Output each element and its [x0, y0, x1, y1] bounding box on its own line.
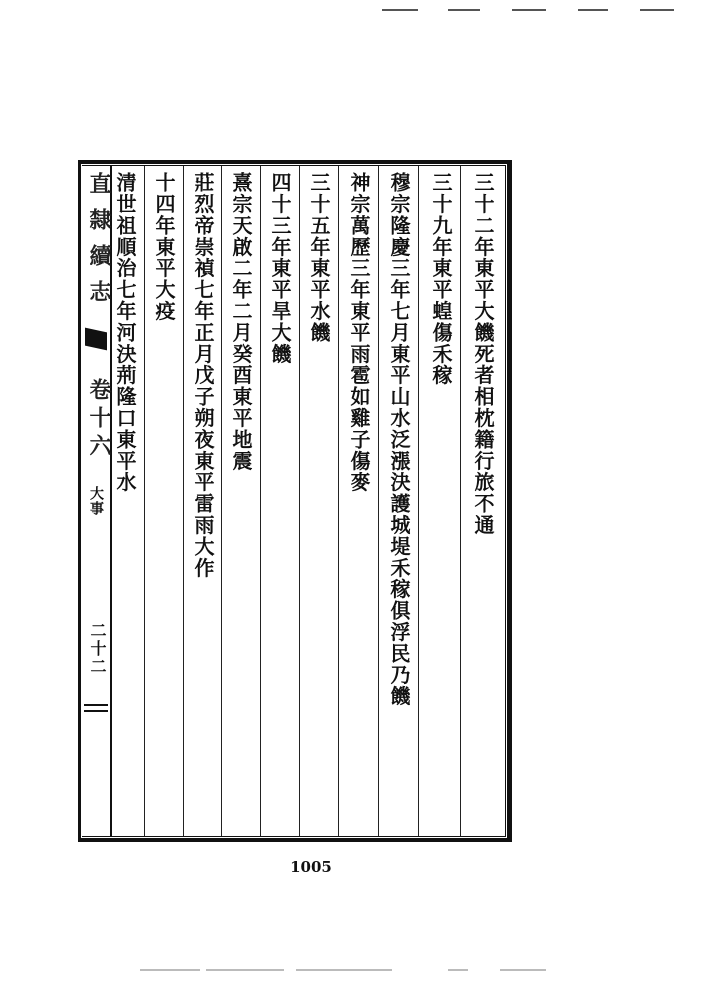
bottom-edge-mark	[140, 969, 200, 971]
text-column: 三十九年東平蝗傷禾稼	[429, 172, 453, 386]
bottom-edge-mark	[448, 969, 468, 971]
top-edge-mark	[382, 9, 418, 11]
bottom-edge-mark	[206, 969, 284, 971]
text-column: 三十五年東平水饑	[307, 172, 331, 344]
top-edge-mark	[640, 9, 674, 11]
text-column: 熹宗天啟二年二月癸酉東平地震	[229, 172, 253, 472]
text-column: 三十二年東平大饑死者相枕籍行旅不通	[471, 172, 495, 536]
column-rule	[418, 166, 419, 836]
column-rule	[378, 166, 379, 836]
margin-folio-number: 二十二	[88, 622, 107, 676]
text-column: 四十三年東平旱大饑	[268, 172, 292, 365]
column-rule	[144, 166, 145, 836]
column-rule	[260, 166, 261, 836]
bottom-edge-mark	[500, 969, 546, 971]
top-edge-mark	[512, 9, 546, 11]
margin-bar	[84, 704, 108, 712]
margin-book-title: 直隸續志	[86, 172, 112, 316]
text-column: 清世祖順治七年河決荊隆口東平水	[113, 172, 137, 493]
margin-section-label: 大事	[88, 486, 104, 516]
column-rule	[221, 166, 222, 836]
text-column: 莊烈帝崇禎七年正月戊子朔夜東平雷雨大作	[191, 172, 215, 579]
column-rule	[460, 166, 461, 836]
top-edge-mark	[448, 9, 480, 11]
text-column: 穆宗隆慶三年七月東平山水泛漲決護城堤禾稼俱浮民乃饑	[387, 172, 411, 707]
text-column: 神宗萬歷三年東平雨雹如雞子傷麥	[347, 172, 371, 493]
bottom-edge-mark	[296, 969, 392, 971]
margin-volume: 卷十六	[86, 378, 112, 462]
page-number: 1005	[290, 858, 332, 876]
text-column: 十四年東平大疫	[152, 172, 176, 322]
top-edge-mark	[578, 9, 608, 11]
column-rule	[183, 166, 184, 836]
column-rule	[299, 166, 300, 836]
column-rule	[338, 166, 339, 836]
